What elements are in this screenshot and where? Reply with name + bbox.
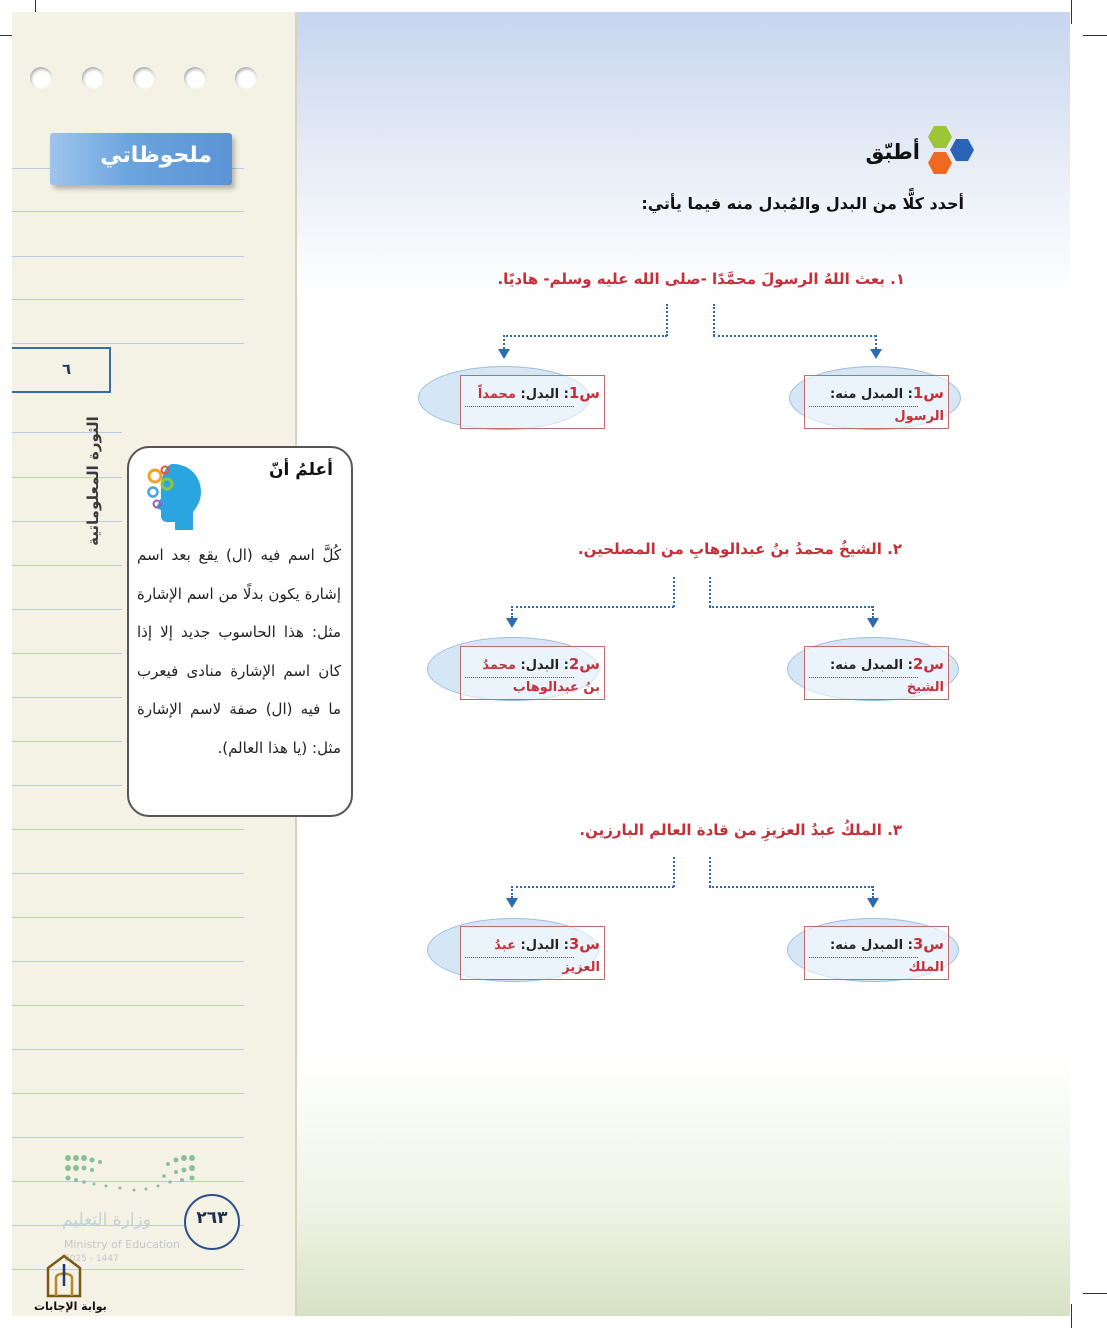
connector-line — [666, 304, 668, 336]
question-number: س1 — [568, 384, 600, 402]
arrow-down-icon — [506, 898, 518, 908]
know-box-text: كُلَّ اسم فيه (ال) يقع بعد اسم إشارة يكون بدلًا من اسم الإشارة مثل: هذا الحاسوب جديد إلا إذا كان اسم الإشارة منادى فيعرب ما فيه (ال) صفة لاسم الإشارة مثل: (يا هذا العالم). — [137, 546, 341, 757]
note-line — [12, 917, 244, 918]
connector-line — [709, 857, 711, 887]
exercise-sentence: ٢. الشيخُ محمدُ بنُ عبدالوهابِ من المصلحين. — [577, 540, 902, 558]
mubdal-minhu-answer-box[interactable] — [804, 926, 949, 980]
connector-line — [875, 335, 877, 349]
connector-line — [511, 886, 513, 898]
question-number: س3 — [912, 935, 944, 953]
crop-mark — [1071, 1304, 1072, 1328]
note-line — [12, 697, 122, 698]
answer-label: : البدل: — [515, 938, 569, 953]
binder-hole — [82, 67, 104, 89]
connector-line — [673, 577, 675, 607]
note-line — [12, 343, 244, 344]
ministry-years: 2025 - 1447 — [64, 1254, 119, 1264]
badal-answer-box[interactable] — [460, 646, 605, 700]
crop-mark — [1071, 0, 1072, 24]
connector-line — [709, 606, 873, 608]
answer-value: الملك — [908, 960, 944, 975]
note-line — [12, 1005, 244, 1006]
notes-header-tab — [50, 133, 232, 185]
instruction-text: أحدد كلًّا من البدل والمُبدل منه فيما يأتي: — [641, 194, 964, 213]
arrow-down-icon — [867, 618, 879, 628]
unit-title: الثورة المعلوماتية — [84, 416, 102, 546]
note-line — [12, 961, 244, 962]
arrow-down-icon — [498, 349, 510, 359]
note-line — [12, 211, 244, 212]
question-number: س3 — [568, 935, 600, 953]
crop-mark — [1083, 35, 1107, 36]
note-line — [12, 256, 244, 257]
connector-line — [709, 577, 711, 607]
note-line — [12, 1137, 244, 1138]
arrow-down-icon — [867, 898, 879, 908]
binder-hole — [30, 67, 52, 89]
binder-hole — [184, 67, 206, 89]
answer-value: محمدُ بنُ عبدالوهاب — [482, 658, 600, 695]
answer-value: الرسول — [894, 409, 944, 424]
binder-hole — [133, 67, 155, 89]
question-number: س1 — [912, 384, 944, 402]
mubdal-minhu-answer-box[interactable] — [804, 375, 949, 429]
connector-line — [713, 304, 715, 336]
unit-number: ٦ — [62, 360, 72, 378]
ministry-name-ar: وزارة التعليم — [62, 1210, 151, 1230]
crop-mark — [1083, 1293, 1107, 1294]
note-line — [12, 785, 122, 786]
binder-hole — [235, 67, 257, 89]
answer-label: : المبدل منه: — [830, 387, 913, 402]
mubdal-minhu-answer-box[interactable] — [804, 646, 949, 700]
answers-gate-label: بوابة الإجابات — [34, 1300, 107, 1313]
note-line — [12, 1049, 244, 1050]
badal-answer-box[interactable] — [460, 375, 605, 429]
answer-label: : البدل: — [515, 658, 569, 673]
answers-gate-logo-icon — [44, 1254, 84, 1300]
arrow-down-icon — [870, 349, 882, 359]
head-gears-icon — [143, 458, 205, 538]
connector-line — [503, 335, 667, 337]
note-line — [12, 741, 122, 742]
notes-title: ملحوظاتي — [100, 143, 212, 168]
answer-label: : المبدل منه: — [830, 658, 913, 673]
note-line — [12, 829, 244, 830]
know-box-title: أعلمُ أنّ — [269, 460, 333, 480]
question-number: س2 — [912, 655, 944, 673]
note-line — [12, 1093, 244, 1094]
page-number: ٢٦٣ — [196, 1208, 228, 1228]
connector-line — [673, 857, 675, 887]
connector-line — [503, 335, 505, 349]
question-number: س2 — [568, 655, 600, 673]
note-line — [12, 299, 244, 300]
badal-answer-box[interactable] — [460, 926, 605, 980]
did-you-know-box — [127, 446, 353, 817]
exercise-sentence: ٣. الملكُ عبدُ العزيزِ من قادة العالم البارزين. — [579, 821, 902, 839]
answer-value: محمداً — [477, 387, 516, 402]
connector-line — [511, 606, 674, 608]
answer-label: : المبدل منه: — [830, 938, 913, 953]
exercise-sentence: ١. بعث اللهُ الرسولَ محمَّدًا -صلى الله عليه وسلم- هاديًا. — [497, 270, 905, 288]
connector-line — [709, 886, 873, 888]
connector-line — [511, 886, 674, 888]
note-line — [12, 653, 122, 654]
connector-line — [713, 335, 876, 337]
note-line — [12, 873, 244, 874]
apply-title: أطبّق — [865, 140, 920, 164]
answer-value: عبدُ العزيز — [494, 938, 600, 975]
answer-label: : البدل: — [515, 387, 569, 402]
ministry-name-en: Ministry of Education — [64, 1238, 181, 1251]
hexagon-cluster-icon — [914, 124, 976, 180]
note-line — [12, 565, 122, 566]
connector-line — [872, 606, 874, 618]
unit-title-vertical — [78, 412, 108, 562]
ministry-logo-dots — [64, 1152, 200, 1198]
connector-line — [872, 886, 874, 898]
connector-line — [511, 606, 513, 618]
note-line — [12, 609, 122, 610]
answer-value: الشيخ — [906, 680, 944, 695]
arrow-down-icon — [506, 618, 518, 628]
